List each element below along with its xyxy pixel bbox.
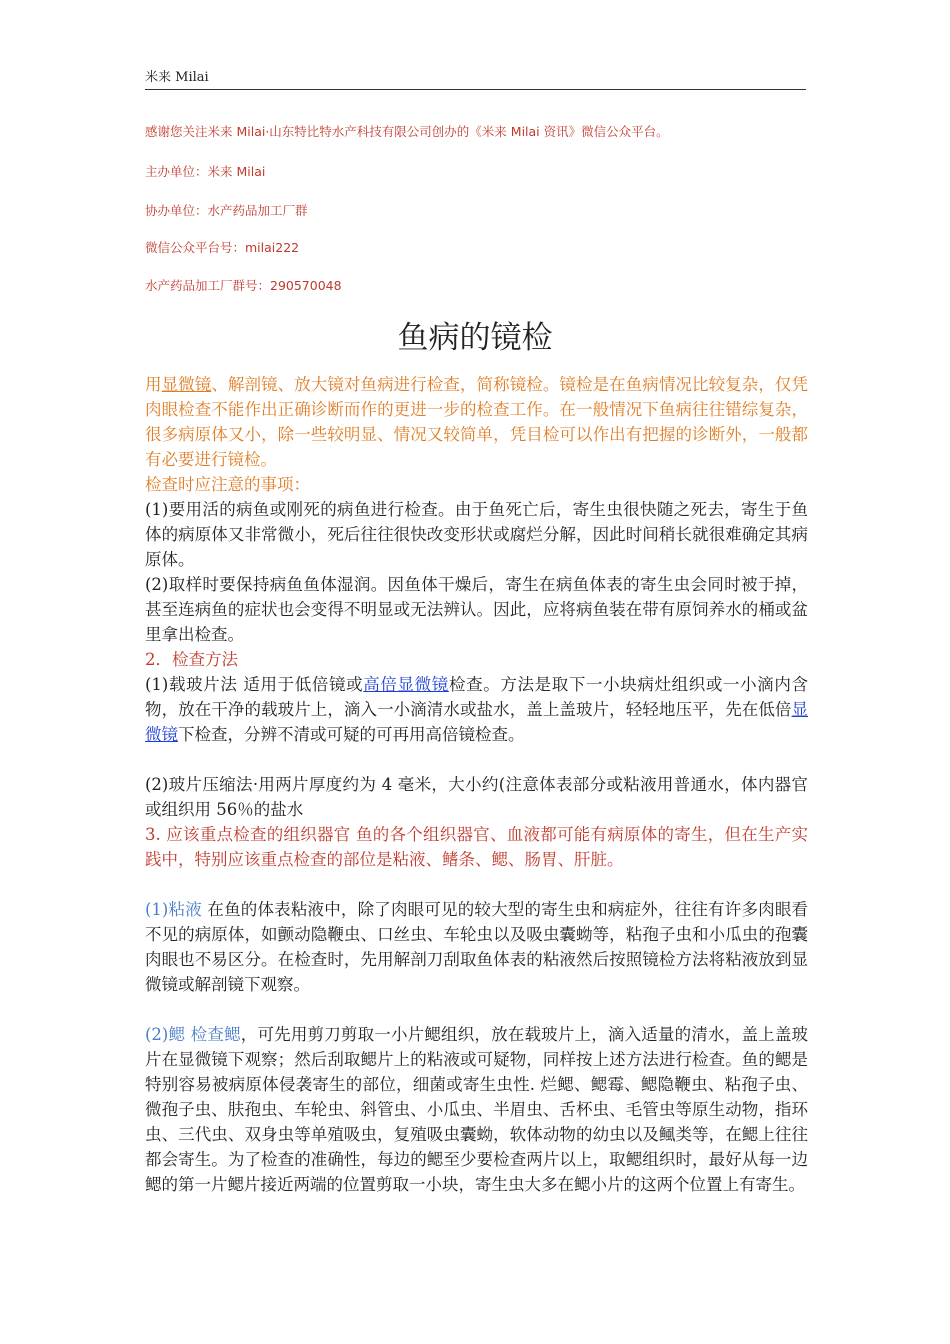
article-body: [145, 372, 808, 1197]
paragraph-mucus: [145, 897, 808, 997]
section-heading-organs: 3. 应该重点检查的组织器官 鱼的各个组织器官、血液都可能有病原体的寄生，但在生产实践中，特别应该重点检查的部位是粘液、鳍条、鳃、肠胃、肝脏。: [145, 825, 808, 869]
intro-wechat: 微信公众平台号：milai222: [145, 240, 300, 255]
intro-host: 主办单位：米来 Milai: [145, 164, 266, 179]
intro-thanks: 感谢您关注米来 Milai·山东特比特水产科技有限公司创办的《米来 Milai 资讯》微信公众平台。: [145, 124, 669, 139]
mucus-text: 在鱼的体表粘液中，除了肉眼可见的较大型的寄生虫和病症外，往往有许多肉眼看不见的病原体，如颤动隐鞭虫、口丝虫、车轮虫以及吸虫囊蚴等，粘孢子虫和小瓜虫的孢囊肉眼也不易区分。在检查时，先用解剖刀刮取鱼体表的粘液然后按照镜检方法将粘液放到显微镜或解剖镜下观察。: [145, 900, 809, 994]
paragraph-gills: [145, 1022, 808, 1197]
p1-text-a: 用: [145, 375, 162, 394]
paragraph-intro: [145, 372, 808, 472]
p6-text-c: 下检查，分辨不清或可疑的可再用高倍镜检查。: [178, 725, 525, 744]
page-header: 米来 Milai: [145, 66, 806, 90]
paragraph-notes-heading: 检查时应注意的事项：: [145, 475, 310, 494]
microscope-link[interactable]: 显微镜: [161, 375, 212, 394]
high-power-microscope-link[interactable]: 高倍显微镜: [363, 675, 449, 694]
section-heading-methods: 2．检查方法: [145, 650, 238, 669]
p6-text-a: (1)载玻片法 适用于低倍镜或: [145, 675, 364, 694]
paragraph-slide-method: [145, 672, 808, 747]
paragraph-note-1: (1)要用活的病鱼或刚死的病鱼进行检查。由于鱼死亡后，寄生虫很快随之死去，寄生于鱼体的病原体又非常微小，死后往往很快改变形状或腐烂分解，因此时间稍长就很难确定其病原体。: [145, 500, 808, 569]
p6-text-b: 检查。方法是取下一小块病灶组织或一小滴内含物，放在干净的载玻片上，滴入一小滴清水或盐水，盖上盖玻片，轻轻地压平，先在低倍: [145, 675, 809, 719]
gills-label: (2)鳃 检查鳃: [145, 1025, 241, 1044]
paragraph-compression-method: (2)玻片压缩法·用两片厚度约为 4 毫米，大小约(注意体表部分或粘液用普通水，体内器官或组织用 56％的盐水: [145, 775, 808, 819]
page-title: 鱼病的镜检: [397, 320, 553, 356]
mucus-label: (1)粘液: [145, 900, 202, 919]
intro-co-organizer: 协办单位：水产药品加工厂群: [145, 203, 308, 218]
p1-text-b: 、解剖镜、放大镜对鱼病进行检查，简称镜检。镜检是在鱼病情况比较复杂，仅凭肉眼检查不能作出正确诊断而作的更进一步的检查工作。在一般情况下鱼病往往错综复杂，很多病原体又小，除一些较明显、情况又较简单，凭目检可以作出有把握的诊断外，一般都有必要进行镜检。: [145, 375, 809, 469]
gills-text: ，可先用剪刀剪取一小片鳃组织，放在载玻片上，滴入适量的清水，盖上盖玻片在显微镜下观察；然后刮取鳃片上的粘液或可疑物，同样按上述方法进行检查。鱼的鳃是特别容易被病原体侵袭寄生的部位，细菌或寄生虫性. 烂鳃、鳃霉、鳃隐鞭虫、粘孢子虫、微孢子虫、肤孢虫、车轮虫、斜管虫、小瓜虫、半眉虫、舌杯虫、毛管虫等原生动物，指环虫、三代虫、双身虫等单殖吸虫，复殖吸虫囊蚴，软体动物的幼虫以及鲺类等，在鳃上往往都会寄生。为了检查的准确性，每边的鳃至少要检查两片以上，取鳃组织时，最好从每一边鳃的第一片鳃片接近两端的位置剪取一小块，寄生虫大多在鳃小片的这两个位置上有寄生。: [145, 1025, 809, 1194]
microscope-link-2[interactable]: 显微镜: [145, 700, 808, 744]
intro-group: 水产药品加工厂群号：290570048: [145, 278, 342, 293]
paragraph-note-2: (2)取样时要保持病鱼鱼体湿润。因鱼体干燥后，寄生在病鱼体表的寄生虫会同时被于掉，甚至连病鱼的症状也会变得不明显或无法辨认。因此，应将病鱼装在带有原饲养水的桶或盆里拿出检查。: [145, 575, 808, 644]
